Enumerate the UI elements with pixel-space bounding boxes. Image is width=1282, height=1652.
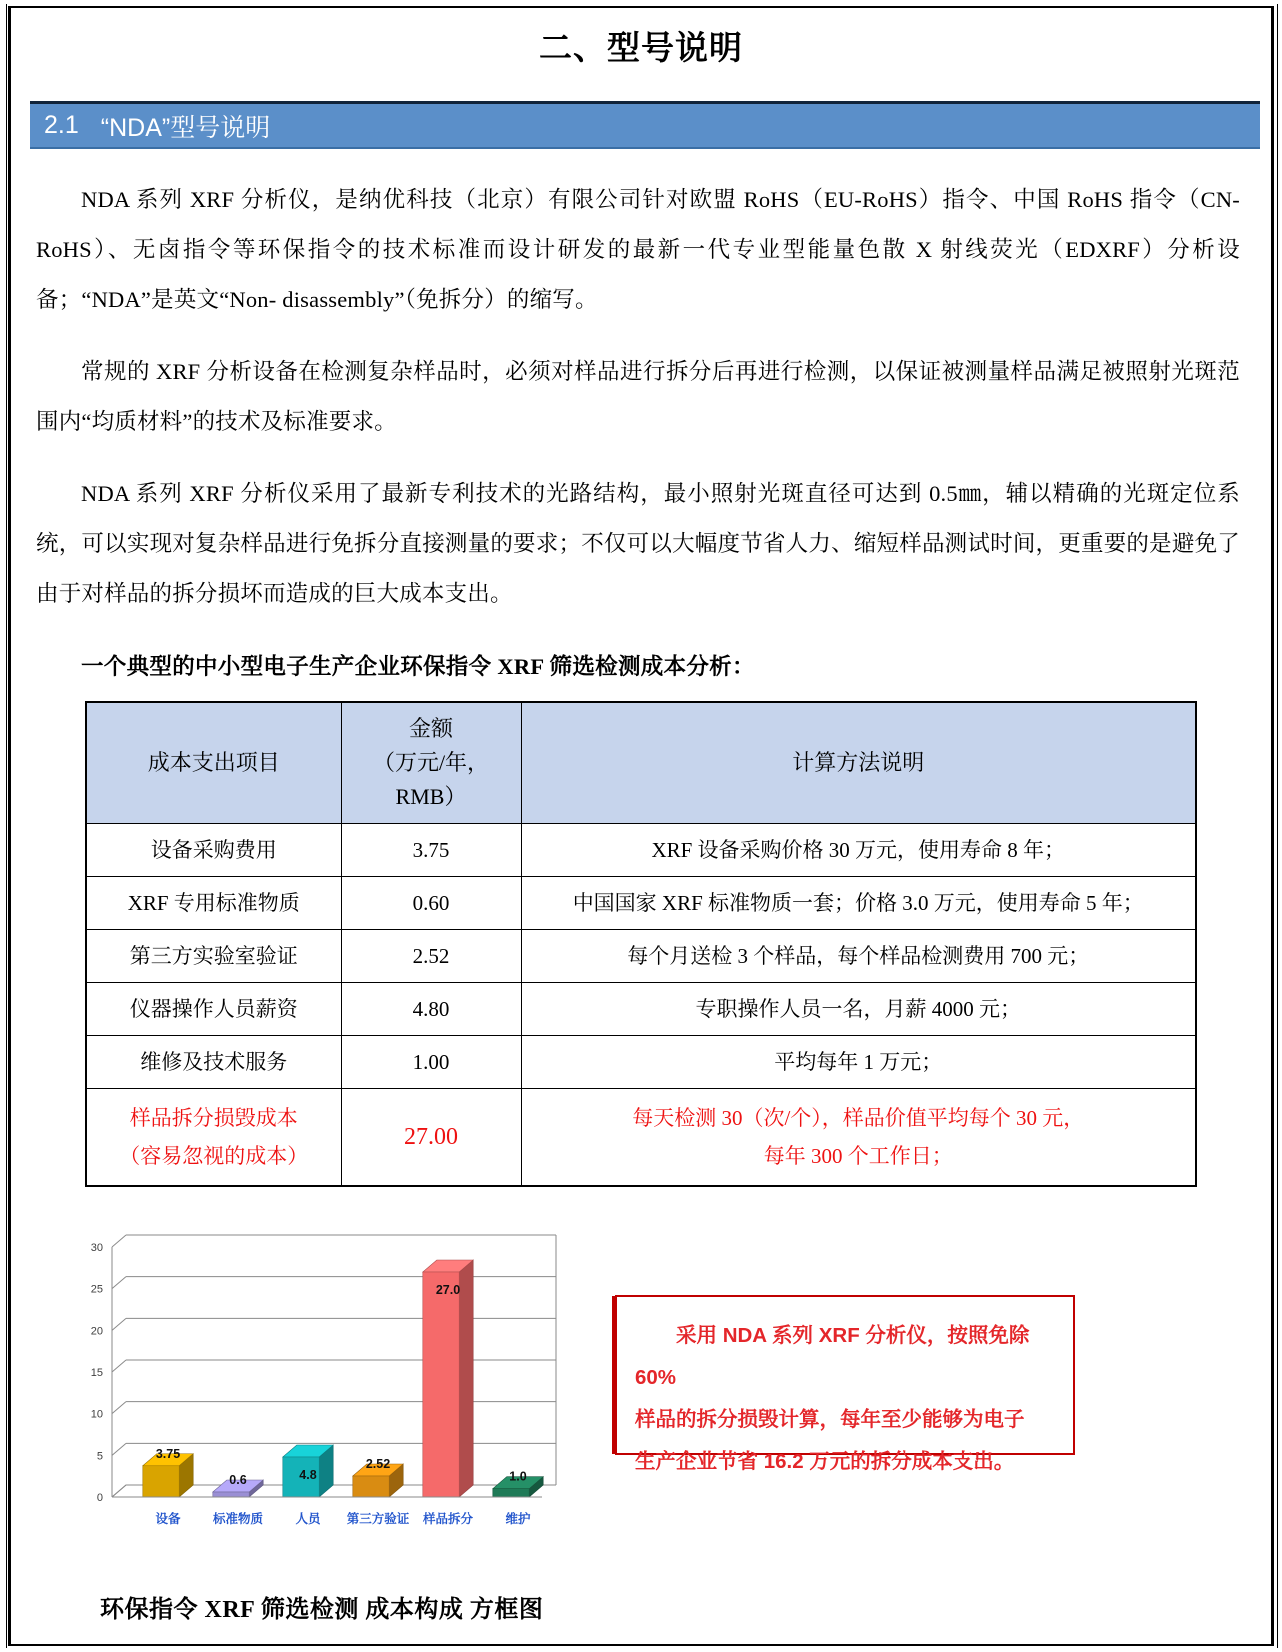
svg-text:10: 10 — [90, 1408, 103, 1421]
table-header-amount-line1: 金额 — [408, 716, 453, 741]
savings-callout-box — [615, 1295, 1075, 1473]
svg-text:1.0: 1.0 — [509, 1469, 527, 1484]
row-amount: 4.80 — [341, 983, 521, 1036]
row-item: 维修及技术服务 — [86, 1036, 341, 1089]
table-row — [86, 930, 1196, 983]
svg-text:设备: 设备 — [155, 1512, 181, 1526]
row-method: 平均每年 1 万元； — [521, 1036, 1196, 1089]
svg-text:20: 20 — [90, 1325, 103, 1338]
table-row — [86, 824, 1196, 877]
svg-text:4.8: 4.8 — [299, 1468, 317, 1482]
chart-caption: 环保指令 XRF 筛选检测 成本构成 方框图 — [100, 1597, 544, 1623]
table-header-row — [86, 702, 1196, 824]
svg-text:0.6: 0.6 — [229, 1473, 247, 1487]
svg-text:人员: 人员 — [295, 1512, 321, 1526]
row-amount: 1.00 — [341, 1036, 521, 1089]
row-method-line1: 每天检测 30（次/个），样品价值平均每个 30 元， — [632, 1106, 1085, 1130]
table-row-highlight — [86, 1089, 1196, 1187]
page-title: 二、型号说明 — [539, 29, 743, 66]
row-amount: 3.75 — [341, 824, 521, 877]
row-item-line1: 样品拆分损毁成本 — [129, 1106, 298, 1130]
svg-text:3.75: 3.75 — [155, 1446, 181, 1461]
section-title: “NDA”型号说明 — [100, 113, 271, 142]
callout-line-3: 生产企业节省 16.2 万元的拆分成本支出。 — [635, 1450, 1015, 1473]
row-item: 设备采购费用 — [86, 824, 341, 877]
table-header-item: 成本支出项目 — [86, 702, 341, 824]
table-lead-in: 一个典型的中小型电子生产企业环保指令 XRF 筛选检测成本分析： — [81, 654, 755, 679]
row-item-line2: （容易忽视的成本） — [119, 1144, 309, 1168]
row-amount: 0.60 — [341, 877, 521, 930]
svg-text:30: 30 — [90, 1242, 103, 1254]
table-row — [86, 1036, 1196, 1089]
row-method: 专职操作人员一名，月薪 4000 元； — [521, 983, 1196, 1036]
svg-text:15: 15 — [90, 1367, 103, 1379]
svg-text:2.52: 2.52 — [365, 1457, 391, 1471]
row-amount: 27.00 — [341, 1089, 521, 1187]
row-method: XRF 设备采购价格 30 万元，使用寿命 8 年； — [521, 824, 1196, 877]
chart-area — [0, 1221, 1282, 1641]
cost-composition-bar-chart — [64, 1229, 564, 1559]
svg-text:标准物质: 标准物质 — [212, 1512, 264, 1526]
row-item: 第三方实验室验证 — [86, 930, 341, 983]
svg-text:0: 0 — [96, 1492, 103, 1504]
row-item: XRF 专用标准物质 — [86, 877, 341, 930]
body-text — [0, 149, 1282, 681]
table-header-method: 计算方法说明 — [521, 702, 1196, 824]
table-row — [86, 983, 1196, 1036]
row-item: 仪器操作人员薪资 — [86, 983, 341, 1036]
svg-text:第三方验证: 第三方验证 — [346, 1512, 410, 1526]
row-method-line2: 每年 300 个工作日； — [763, 1144, 953, 1168]
svg-text:维护: 维护 — [505, 1512, 531, 1526]
section-number: 2.1 — [44, 111, 79, 139]
paragraph-2: 常规的 XRF 分析设备在检测复杂样品时，必须对样品进行拆分后再进行检测，以保证被测量样品满足被照射光斑范围内“均质材料”的技术及标准要求。 — [36, 359, 1240, 434]
row-method: 每个月送检 3 个样品，每个样品检测费用 700 元； — [521, 930, 1196, 983]
row-amount: 2.52 — [341, 930, 521, 983]
section-heading-bar — [30, 101, 1260, 149]
paragraph-3: NDA 系列 XRF 分析仪采用了最新专利技术的光路结构，最小照射光斑直径可达到 0.5㎜，辅以精确的光斑定位系统，可以实现对复杂样品进行免拆分直接测量的要求；不仅可以大幅度节省人力、缩短样品测试时间，更重要的是避免了由于对样品的拆分损坏而造成的巨大成本支出。 — [36, 481, 1240, 606]
svg-text:样品拆分: 样品拆分 — [422, 1512, 474, 1526]
table-header-amount — [341, 702, 521, 824]
cost-analysis-table — [85, 701, 1197, 1187]
callout-line-1: 采用 NDA 系列 XRF 分析仪，按照免除 60% — [635, 1324, 1030, 1389]
paragraph-1: NDA 系列 XRF 分析仪，是纳优科技（北京）有限公司针对欧盟 RoHS（EU-RoHS）指令、中国 RoHS 指令（CN-RoHS）、无卤指令等环保指令的技术标准而设计研发的最新一代专业型能量色散 X 射线荧光（EDXRF）分析设备；“NDA”是英文“Non- disassembly”（免拆分）的缩写。 — [36, 187, 1240, 312]
table-header-amount-line2: （万元/年，RMB） — [372, 750, 490, 809]
svg-text:25: 25 — [90, 1283, 103, 1296]
row-method: 中国国家 XRF 标准物质一套；价格 3.0 万元，使用寿命 5 年； — [521, 877, 1196, 930]
svg-text:27.0: 27.0 — [435, 1283, 461, 1297]
row-item — [86, 1089, 341, 1187]
svg-text:5: 5 — [96, 1450, 103, 1463]
table-row — [86, 877, 1196, 930]
callout-line-2: 样品的拆分损毁计算，每年至少能够为电子 — [635, 1408, 1025, 1431]
row-method — [521, 1089, 1196, 1187]
